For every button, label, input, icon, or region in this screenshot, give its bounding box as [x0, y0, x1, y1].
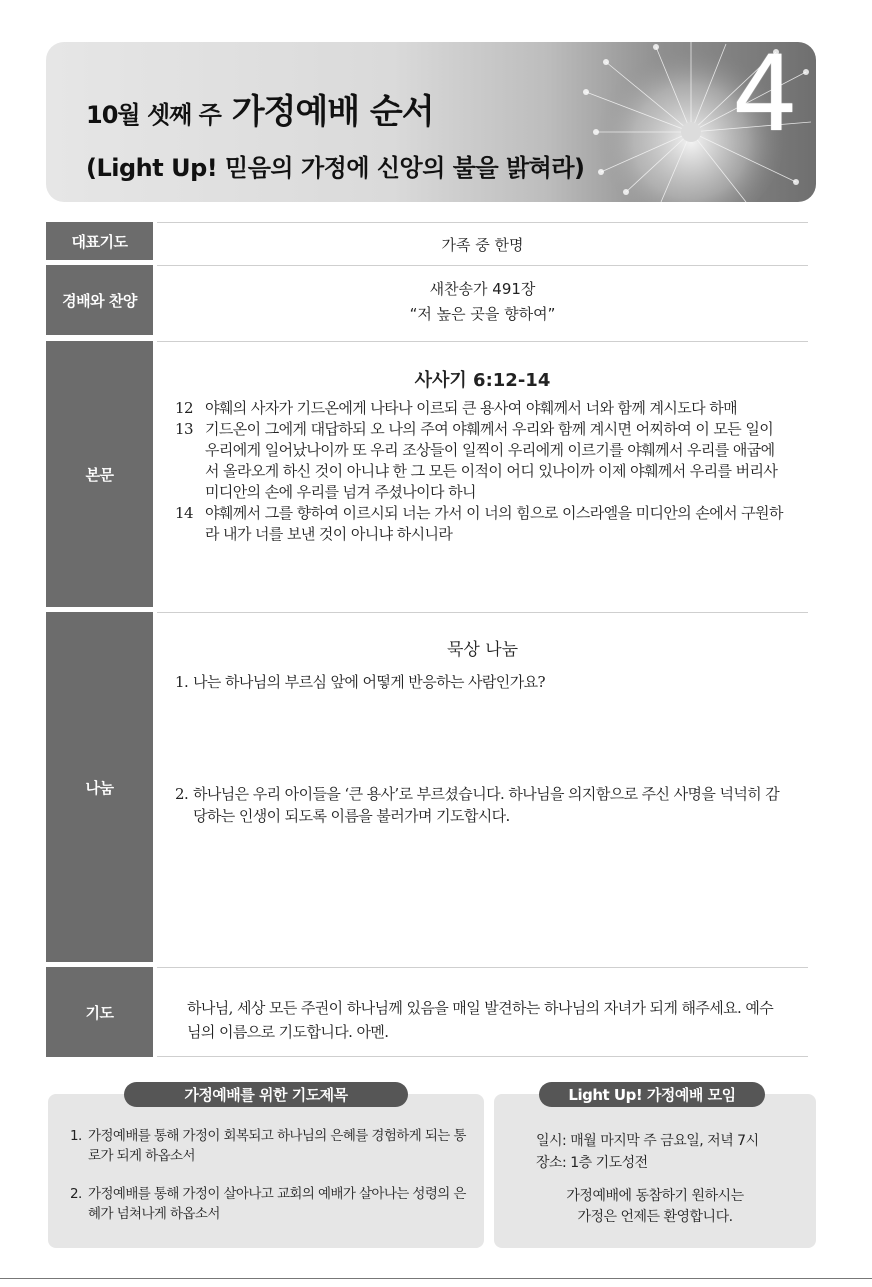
banner-title-prefix: 10월 셋째 주	[86, 101, 221, 129]
row-scripture	[46, 341, 808, 607]
verse-list	[175, 398, 786, 545]
banner-subtitle: (Light Up! 믿음의 가정에 신앙의 불을 밝혀라)	[86, 154, 585, 182]
scripture-reference: 사사기 6:12-14	[414, 370, 551, 391]
prayer-topic-text: 가정예배를 통해 가정이 살아나고 교회의 예배가 살아나는 성령의 은혜가 넘쳐나게 하옵소서	[88, 1186, 466, 1222]
verse-text: 기드온이 그에게 대답하되 오 나의 주여 야훼께서 우리와 함께 계시면 어찌하여 이 모든 일이 우리에게 일어났나이까 또 우리 조상들이 일찍이 우리에게 이르기를 야훼께서 우리를 애굽에서 올라오게 하신 것이 아니냐 한 그 모든 이적이 어디 있나이까 이제 야훼께서 우리를 버리사 미디안의 손에 우리를 넘겨 주셨나이다 하니	[205, 420, 778, 501]
row-label: 본문	[46, 341, 153, 607]
row-label: 기도	[46, 967, 153, 1057]
prayer-topic-number: 1.	[70, 1128, 82, 1144]
question-text: 나는 하나님의 부르심 앞에 어떻게 반응하는 사람인가요?	[193, 673, 545, 691]
row-label: 대표기도	[46, 222, 153, 260]
page-bottom-rule	[0, 1278, 872, 1279]
prayer-topic-text: 가정예배를 통해 가정이 회복되고 하나님의 은혜를 경험하게 되는 통로가 되게 하옵소서	[88, 1128, 466, 1164]
verse-number: 12	[175, 399, 193, 417]
question-2	[175, 783, 786, 827]
row-prayer	[46, 967, 808, 1057]
gathering-welcome-1: 가정예배에 동참하기 원하시는	[566, 1188, 744, 1204]
verse	[175, 503, 786, 545]
gathering-box	[494, 1086, 816, 1248]
question-text: 하나님은 우리 아이들을 ‘큰 용사’로 부르셨습니다. 하나님을 의지함으로 주신 사명을 넉넉히 감당하는 인생이 되도록 이름을 불러가며 기도합시다.	[193, 785, 780, 825]
prayer-topics-title: 가정예배를 위한 기도제목	[124, 1082, 408, 1107]
row-sharing	[46, 612, 808, 962]
gathering-date: 일시: 매월 마지막 주 금요일, 저녁 7시	[536, 1133, 759, 1149]
gathering-welcome-2: 가정은 언제든 환영합니다.	[577, 1209, 733, 1225]
row-content	[157, 341, 808, 607]
verse-text: 야훼께서 그를 향하여 이르시되 너는 가서 이 너의 힘으로 이스라엘을 미디안의 손에서 구원하라 내가 너를 보낸 것이 아니냐 하시니라	[205, 504, 783, 543]
verse	[175, 419, 786, 503]
header-banner	[46, 42, 816, 202]
row-content	[157, 265, 808, 335]
row-label: 경배와 찬양	[46, 265, 153, 335]
row-worship	[46, 265, 808, 335]
prayer-topic-item	[70, 1126, 472, 1166]
question-number: 1.	[175, 673, 189, 691]
question-number: 2.	[175, 785, 189, 803]
verse	[175, 398, 786, 419]
row-content	[157, 222, 808, 260]
verse-number: 13	[175, 420, 193, 438]
question-1	[175, 671, 786, 693]
hymn-title: “저 높은 곳을 향하여”	[409, 305, 556, 323]
gathering-place: 장소: 1층 기도성전	[536, 1155, 648, 1171]
row-label: 나눔	[46, 612, 153, 962]
row-content	[157, 612, 808, 962]
issue-number: 4	[731, 42, 798, 155]
sharing-heading: 묵상 나눔	[446, 640, 519, 660]
banner-title	[86, 84, 434, 133]
closing-prayer-text: 하나님, 세상 모든 주권이 하나님께 있음을 매일 발견하는 하나님의 자녀가 되게 해주세요. 예수님의 이름으로 기도합니다. 아멘.	[187, 999, 774, 1041]
gathering-title: Light Up! 가정예배 모임	[539, 1082, 765, 1107]
row-content	[157, 967, 808, 1057]
prayer-topic-item	[70, 1184, 472, 1224]
prayer-topic-number: 2.	[70, 1186, 82, 1202]
verse-number: 14	[175, 504, 193, 522]
banner-title-main: 가정예배 순서	[231, 92, 434, 132]
opening-prayer-text: 가족 중 한명	[441, 236, 524, 254]
row-opening-prayer	[46, 222, 808, 260]
verse-text: 야훼의 사자가 기드온에게 나타나 이르되 큰 용사여 야훼께서 너와 함께 계시도다 하매	[205, 399, 738, 417]
prayer-topics-box	[48, 1086, 484, 1248]
hymn-number: 새찬송가 491장	[429, 280, 536, 298]
